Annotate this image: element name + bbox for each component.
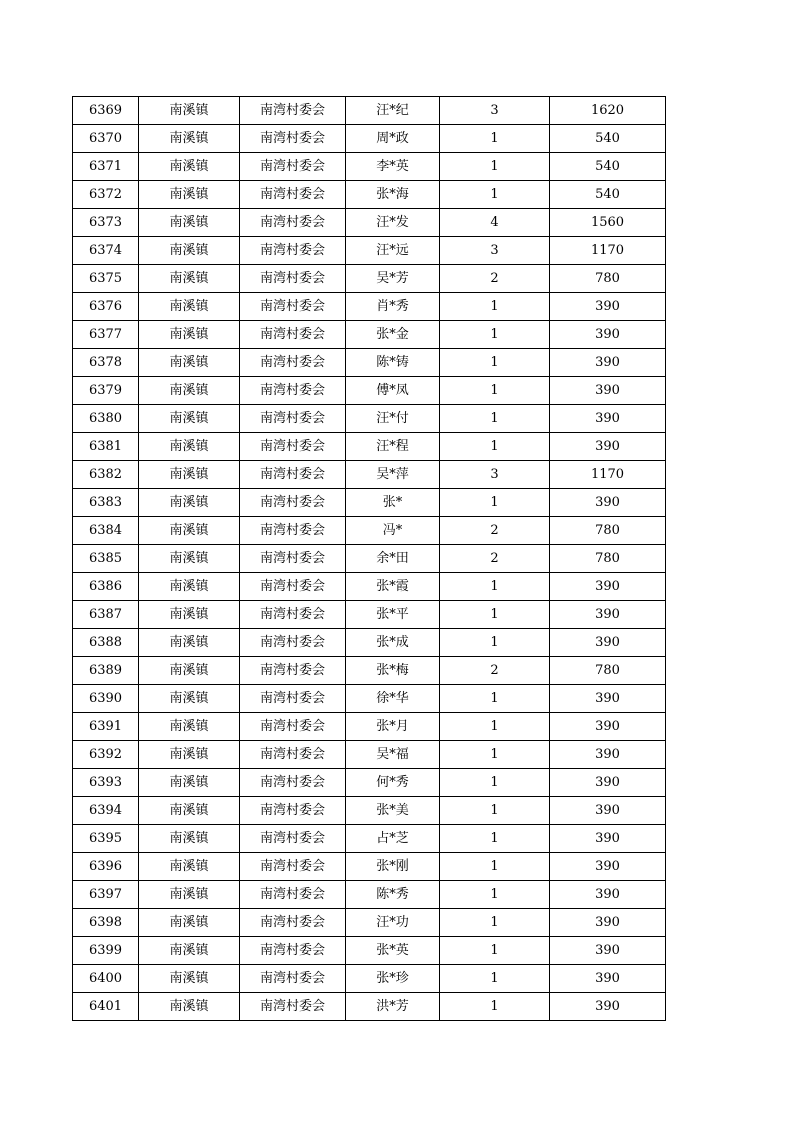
amount-cell: 540: [550, 153, 666, 181]
amount-cell: 780: [550, 657, 666, 685]
row-number-cell: 6398: [73, 909, 139, 937]
person-count-cell: 1: [440, 321, 550, 349]
person-count-cell: 1: [440, 293, 550, 321]
village-committee-cell: 南湾村委会: [240, 461, 346, 489]
village-committee-cell: 南湾村委会: [240, 321, 346, 349]
amount-cell: 390: [550, 993, 666, 1021]
person-count-cell: 1: [440, 601, 550, 629]
table-row: [73, 713, 666, 741]
row-number-cell: 6382: [73, 461, 139, 489]
recipient-name-cell: 张*平: [346, 601, 440, 629]
amount-cell: 390: [550, 405, 666, 433]
row-number-cell: 6381: [73, 433, 139, 461]
recipient-name-cell: 傅*凤: [346, 377, 440, 405]
recipient-name-cell: 周*政: [346, 125, 440, 153]
town-cell: 南溪镇: [139, 825, 240, 853]
amount-cell: 390: [550, 965, 666, 993]
table-row: [73, 937, 666, 965]
table-row: [73, 125, 666, 153]
town-cell: 南溪镇: [139, 853, 240, 881]
village-committee-cell: 南湾村委会: [240, 993, 346, 1021]
row-number-cell: 6379: [73, 377, 139, 405]
town-cell: 南溪镇: [139, 545, 240, 573]
amount-cell: 540: [550, 125, 666, 153]
recipient-name-cell: 汪*程: [346, 433, 440, 461]
person-count-cell: 1: [440, 741, 550, 769]
amount-cell: 390: [550, 741, 666, 769]
table-row: [73, 769, 666, 797]
row-number-cell: 6376: [73, 293, 139, 321]
row-number-cell: 6401: [73, 993, 139, 1021]
row-number-cell: 6380: [73, 405, 139, 433]
row-number-cell: 6372: [73, 181, 139, 209]
row-number-cell: 6388: [73, 629, 139, 657]
town-cell: 南溪镇: [139, 405, 240, 433]
town-cell: 南溪镇: [139, 573, 240, 601]
town-cell: 南溪镇: [139, 601, 240, 629]
person-count-cell: 2: [440, 517, 550, 545]
village-committee-cell: 南湾村委会: [240, 433, 346, 461]
recipient-name-cell: 张*梅: [346, 657, 440, 685]
person-count-cell: 1: [440, 573, 550, 601]
row-number-cell: 6392: [73, 741, 139, 769]
table-row: [73, 965, 666, 993]
village-committee-cell: 南湾村委会: [240, 937, 346, 965]
town-cell: 南溪镇: [139, 293, 240, 321]
table-row: [73, 209, 666, 237]
roster-table: [72, 96, 666, 1021]
recipient-name-cell: 张*成: [346, 629, 440, 657]
village-committee-cell: 南湾村委会: [240, 601, 346, 629]
person-count-cell: 2: [440, 657, 550, 685]
amount-cell: 390: [550, 377, 666, 405]
person-count-cell: 3: [440, 97, 550, 125]
town-cell: 南溪镇: [139, 797, 240, 825]
recipient-name-cell: 张*珍: [346, 965, 440, 993]
row-number-cell: 6377: [73, 321, 139, 349]
table-row: [73, 377, 666, 405]
recipient-name-cell: 张*海: [346, 181, 440, 209]
village-committee-cell: 南湾村委会: [240, 97, 346, 125]
recipient-name-cell: 吴*芳: [346, 265, 440, 293]
recipient-name-cell: 何*秀: [346, 769, 440, 797]
table-row: [73, 853, 666, 881]
person-count-cell: 1: [440, 349, 550, 377]
table-row: [73, 265, 666, 293]
village-committee-cell: 南湾村委会: [240, 209, 346, 237]
recipient-name-cell: 汪*远: [346, 237, 440, 265]
table-row: [73, 657, 666, 685]
table-row: [73, 517, 666, 545]
row-number-cell: 6369: [73, 97, 139, 125]
village-committee-cell: 南湾村委会: [240, 629, 346, 657]
person-count-cell: 1: [440, 853, 550, 881]
person-count-cell: 1: [440, 489, 550, 517]
table-row: [73, 741, 666, 769]
table-row: [73, 153, 666, 181]
town-cell: 南溪镇: [139, 993, 240, 1021]
recipient-name-cell: 张*月: [346, 713, 440, 741]
table-row: [73, 237, 666, 265]
recipient-name-cell: 陈*铸: [346, 349, 440, 377]
village-committee-cell: 南湾村委会: [240, 797, 346, 825]
town-cell: 南溪镇: [139, 741, 240, 769]
row-number-cell: 6395: [73, 825, 139, 853]
recipient-name-cell: 张*美: [346, 797, 440, 825]
row-number-cell: 6375: [73, 265, 139, 293]
recipient-name-cell: 吴*萍: [346, 461, 440, 489]
village-committee-cell: 南湾村委会: [240, 153, 346, 181]
row-number-cell: 6370: [73, 125, 139, 153]
amount-cell: 390: [550, 685, 666, 713]
recipient-name-cell: 汪*纪: [346, 97, 440, 125]
village-committee-cell: 南湾村委会: [240, 237, 346, 265]
recipient-name-cell: 汪*发: [346, 209, 440, 237]
amount-cell: 390: [550, 629, 666, 657]
row-number-cell: 6400: [73, 965, 139, 993]
table-row: [73, 489, 666, 517]
row-number-cell: 6384: [73, 517, 139, 545]
table-row: [73, 797, 666, 825]
town-cell: 南溪镇: [139, 321, 240, 349]
amount-cell: 780: [550, 545, 666, 573]
table-row: [73, 601, 666, 629]
table-row: [73, 433, 666, 461]
town-cell: 南溪镇: [139, 965, 240, 993]
table-row: [73, 573, 666, 601]
table-row: [73, 321, 666, 349]
row-number-cell: 6397: [73, 881, 139, 909]
village-committee-cell: 南湾村委会: [240, 293, 346, 321]
table-row: [73, 461, 666, 489]
recipient-name-cell: 汪*功: [346, 909, 440, 937]
person-count-cell: 1: [440, 965, 550, 993]
amount-cell: 1170: [550, 237, 666, 265]
village-committee-cell: 南湾村委会: [240, 657, 346, 685]
town-cell: 南溪镇: [139, 937, 240, 965]
amount-cell: 1560: [550, 209, 666, 237]
amount-cell: 390: [550, 937, 666, 965]
town-cell: 南溪镇: [139, 349, 240, 377]
village-committee-cell: 南湾村委会: [240, 517, 346, 545]
person-count-cell: 1: [440, 377, 550, 405]
village-committee-cell: 南湾村委会: [240, 769, 346, 797]
amount-cell: 390: [550, 601, 666, 629]
town-cell: 南溪镇: [139, 209, 240, 237]
row-number-cell: 6378: [73, 349, 139, 377]
town-cell: 南溪镇: [139, 713, 240, 741]
village-committee-cell: 南湾村委会: [240, 909, 346, 937]
table-row: [73, 293, 666, 321]
amount-cell: 390: [550, 909, 666, 937]
amount-cell: 540: [550, 181, 666, 209]
town-cell: 南溪镇: [139, 377, 240, 405]
town-cell: 南溪镇: [139, 881, 240, 909]
recipient-name-cell: 洪*芳: [346, 993, 440, 1021]
recipient-name-cell: 张*金: [346, 321, 440, 349]
amount-cell: 390: [550, 881, 666, 909]
person-count-cell: 1: [440, 937, 550, 965]
amount-cell: 390: [550, 349, 666, 377]
table-row: [73, 881, 666, 909]
person-count-cell: 2: [440, 265, 550, 293]
town-cell: 南溪镇: [139, 181, 240, 209]
village-committee-cell: 南湾村委会: [240, 573, 346, 601]
person-count-cell: 1: [440, 713, 550, 741]
village-committee-cell: 南湾村委会: [240, 181, 346, 209]
amount-cell: 390: [550, 293, 666, 321]
recipient-name-cell: 汪*付: [346, 405, 440, 433]
recipient-name-cell: 李*英: [346, 153, 440, 181]
town-cell: 南溪镇: [139, 97, 240, 125]
person-count-cell: 1: [440, 125, 550, 153]
table-row: [73, 405, 666, 433]
amount-cell: 390: [550, 489, 666, 517]
row-number-cell: 6390: [73, 685, 139, 713]
row-number-cell: 6371: [73, 153, 139, 181]
village-committee-cell: 南湾村委会: [240, 685, 346, 713]
amount-cell: 390: [550, 321, 666, 349]
table-row: [73, 825, 666, 853]
row-number-cell: 6389: [73, 657, 139, 685]
amount-cell: 1620: [550, 97, 666, 125]
town-cell: 南溪镇: [139, 461, 240, 489]
person-count-cell: 3: [440, 237, 550, 265]
row-number-cell: 6374: [73, 237, 139, 265]
village-committee-cell: 南湾村委会: [240, 825, 346, 853]
amount-cell: 390: [550, 573, 666, 601]
row-number-cell: 6399: [73, 937, 139, 965]
village-committee-cell: 南湾村委会: [240, 853, 346, 881]
row-number-cell: 6387: [73, 601, 139, 629]
row-number-cell: 6385: [73, 545, 139, 573]
person-count-cell: 1: [440, 881, 550, 909]
amount-cell: 780: [550, 517, 666, 545]
roster-table-body: [73, 97, 666, 1021]
person-count-cell: 1: [440, 993, 550, 1021]
town-cell: 南溪镇: [139, 909, 240, 937]
town-cell: 南溪镇: [139, 237, 240, 265]
recipient-name-cell: 肖*秀: [346, 293, 440, 321]
village-committee-cell: 南湾村委会: [240, 489, 346, 517]
row-number-cell: 6373: [73, 209, 139, 237]
row-number-cell: 6391: [73, 713, 139, 741]
table-row: [73, 97, 666, 125]
amount-cell: 390: [550, 853, 666, 881]
table-row: [73, 349, 666, 377]
recipient-name-cell: 张*霞: [346, 573, 440, 601]
village-committee-cell: 南湾村委会: [240, 377, 346, 405]
person-count-cell: 1: [440, 629, 550, 657]
person-count-cell: 4: [440, 209, 550, 237]
town-cell: 南溪镇: [139, 489, 240, 517]
amount-cell: 390: [550, 825, 666, 853]
person-count-cell: 1: [440, 909, 550, 937]
recipient-name-cell: 占*芝: [346, 825, 440, 853]
town-cell: 南溪镇: [139, 517, 240, 545]
recipient-name-cell: 冯*: [346, 517, 440, 545]
row-number-cell: 6386: [73, 573, 139, 601]
town-cell: 南溪镇: [139, 685, 240, 713]
person-count-cell: 1: [440, 797, 550, 825]
village-committee-cell: 南湾村委会: [240, 881, 346, 909]
amount-cell: 390: [550, 797, 666, 825]
person-count-cell: 1: [440, 825, 550, 853]
row-number-cell: 6393: [73, 769, 139, 797]
recipient-name-cell: 张*英: [346, 937, 440, 965]
recipient-name-cell: 张*: [346, 489, 440, 517]
row-number-cell: 6394: [73, 797, 139, 825]
amount-cell: 780: [550, 265, 666, 293]
village-committee-cell: 南湾村委会: [240, 125, 346, 153]
village-committee-cell: 南湾村委会: [240, 741, 346, 769]
village-committee-cell: 南湾村委会: [240, 545, 346, 573]
amount-cell: 390: [550, 769, 666, 797]
table-row: [73, 181, 666, 209]
town-cell: 南溪镇: [139, 433, 240, 461]
table-row: [73, 909, 666, 937]
town-cell: 南溪镇: [139, 629, 240, 657]
town-cell: 南溪镇: [139, 125, 240, 153]
person-count-cell: 1: [440, 769, 550, 797]
recipient-name-cell: 陈*秀: [346, 881, 440, 909]
person-count-cell: 1: [440, 405, 550, 433]
town-cell: 南溪镇: [139, 769, 240, 797]
row-number-cell: 6396: [73, 853, 139, 881]
person-count-cell: 1: [440, 433, 550, 461]
amount-cell: 390: [550, 713, 666, 741]
village-committee-cell: 南湾村委会: [240, 965, 346, 993]
row-number-cell: 6383: [73, 489, 139, 517]
person-count-cell: 1: [440, 153, 550, 181]
person-count-cell: 2: [440, 545, 550, 573]
person-count-cell: 1: [440, 181, 550, 209]
village-committee-cell: 南湾村委会: [240, 713, 346, 741]
table-row: [73, 545, 666, 573]
town-cell: 南溪镇: [139, 657, 240, 685]
amount-cell: 1170: [550, 461, 666, 489]
recipient-name-cell: 张*刚: [346, 853, 440, 881]
recipient-name-cell: 余*田: [346, 545, 440, 573]
village-committee-cell: 南湾村委会: [240, 405, 346, 433]
table-row: [73, 629, 666, 657]
town-cell: 南溪镇: [139, 153, 240, 181]
village-committee-cell: 南湾村委会: [240, 349, 346, 377]
amount-cell: 390: [550, 433, 666, 461]
village-committee-cell: 南湾村委会: [240, 265, 346, 293]
recipient-name-cell: 徐*华: [346, 685, 440, 713]
person-count-cell: 1: [440, 685, 550, 713]
table-row: [73, 685, 666, 713]
table-row: [73, 993, 666, 1021]
person-count-cell: 3: [440, 461, 550, 489]
recipient-name-cell: 吴*福: [346, 741, 440, 769]
town-cell: 南溪镇: [139, 265, 240, 293]
